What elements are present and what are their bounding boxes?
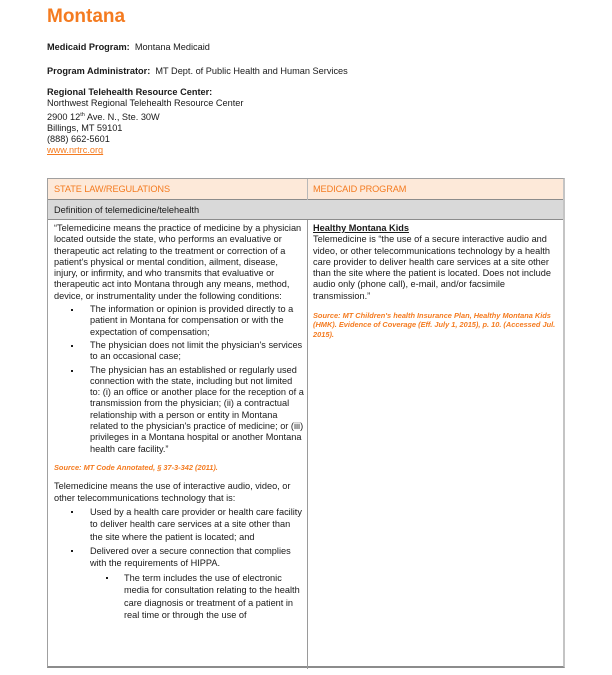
- header-state-law: STATE LAW/REGULATIONS: [54, 184, 170, 194]
- medicaid-program-value: Montana Medicaid: [134, 42, 210, 52]
- list-item: Delivered over a secure connection that complies with the requirements of HIPPA.: [54, 545, 304, 570]
- source-citation: Source: MT Code Annotated, § 37-3-342 (2011).: [54, 462, 218, 472]
- program-administrator-value: MT Dept. of Public Health and Human Services: [155, 66, 348, 76]
- section-row: [48, 200, 563, 220]
- header-medicaid: MEDICAID PROGRAM: [313, 184, 407, 194]
- list-item: Used by a health care provider or health care facility to deliver health care services at a site other than the site where the patient is located; and: [54, 506, 304, 543]
- list-item: The term includes the use of electronic media for consultation relating to the health care diagnosis or treatment of a patient in real time or through the use of: [54, 572, 304, 622]
- state-law-intro-2: Telemedicine means the use of interactive audio, video, or other telecommunications technology that is:: [54, 481, 291, 503]
- page-title: Montana: [47, 6, 126, 27]
- medicaid-definition: Telemedicine is “the use of a secure interactive audio and video, or other telecommunications technology by a health care provider to deliver health care services at a site other than the site where the patient is located. Does not include audio only (phone call), e-mail, and/or facsimile transmission.”: [313, 234, 552, 301]
- address-number: 2900 12: [47, 111, 81, 122]
- table-header-row: [48, 179, 563, 200]
- rtrc-address: [47, 110, 243, 123]
- column-divider: [307, 220, 308, 669]
- state-law-intro: “Telemedicine means the practice of medicine by a physician located outside the state, who performs an evaluative or therapeutic act relating to the treatment or correction of a patient's physical or mental condition, ailment, disease, injury, or infirmity, and who transmits that evaluative or therapeutic act into Montana through any means, method, device, or instrumentality under the following conditions:: [54, 223, 302, 301]
- address-ordinal: th: [80, 111, 85, 118]
- policy-table: [47, 178, 565, 668]
- rtrc-phone: (888) 662-5601: [47, 134, 110, 145]
- conditions-list: [54, 304, 304, 455]
- sub-list: [54, 572, 304, 622]
- list-item: The information or opinion is provided directly to a patient in Montana for compensation or with the expectation of compensation;: [54, 304, 304, 338]
- medicaid-program: [47, 42, 210, 52]
- program-title: Healthy Montana Kids: [313, 223, 409, 233]
- medicaid-program-label: Medicaid Program:: [47, 42, 130, 52]
- requirements-list: [54, 506, 304, 570]
- rtrc-label: Regional Telehealth Resource Center:: [47, 87, 213, 97]
- rtrc-website-link[interactable]: www.nrtrc.org: [47, 145, 104, 156]
- program-administrator-label: Program Administrator:: [47, 66, 151, 76]
- list-item: The physician has an established or regularly used connection with the state, including but not limited to: (i) an office or another place for the reception of a transmission from the physician; (ii) a contractual relationship with a person or entity in Montana related to the physician's practice of medicine; or (iii) privileges in a Montana hospital or another Montana health care facility.”: [54, 365, 304, 455]
- program-administrator: [47, 66, 348, 76]
- rtrc-block: [47, 87, 243, 157]
- list-item: The physician does not limit the physician's services to an occasional case;: [54, 340, 304, 363]
- state-law-cell: [54, 223, 304, 621]
- source-citation: Source: MT Children's health Insurance Plan, Healthy Montana Kids (HMK). Evidence of Coverage (Eff. July 1, 2015), p. 10. (Accessed Jul. 2015).: [313, 311, 556, 339]
- section-title: Definition of telemedicine/telehealth: [54, 205, 200, 215]
- address-street: Ave. N., Ste. 30W: [84, 111, 160, 122]
- rtrc-city: Billings, MT 59101: [47, 122, 123, 133]
- column-divider: [307, 179, 308, 200]
- rtrc-name: Northwest Regional Telehealth Resource Center: [47, 98, 244, 109]
- medicaid-cell: [313, 223, 558, 339]
